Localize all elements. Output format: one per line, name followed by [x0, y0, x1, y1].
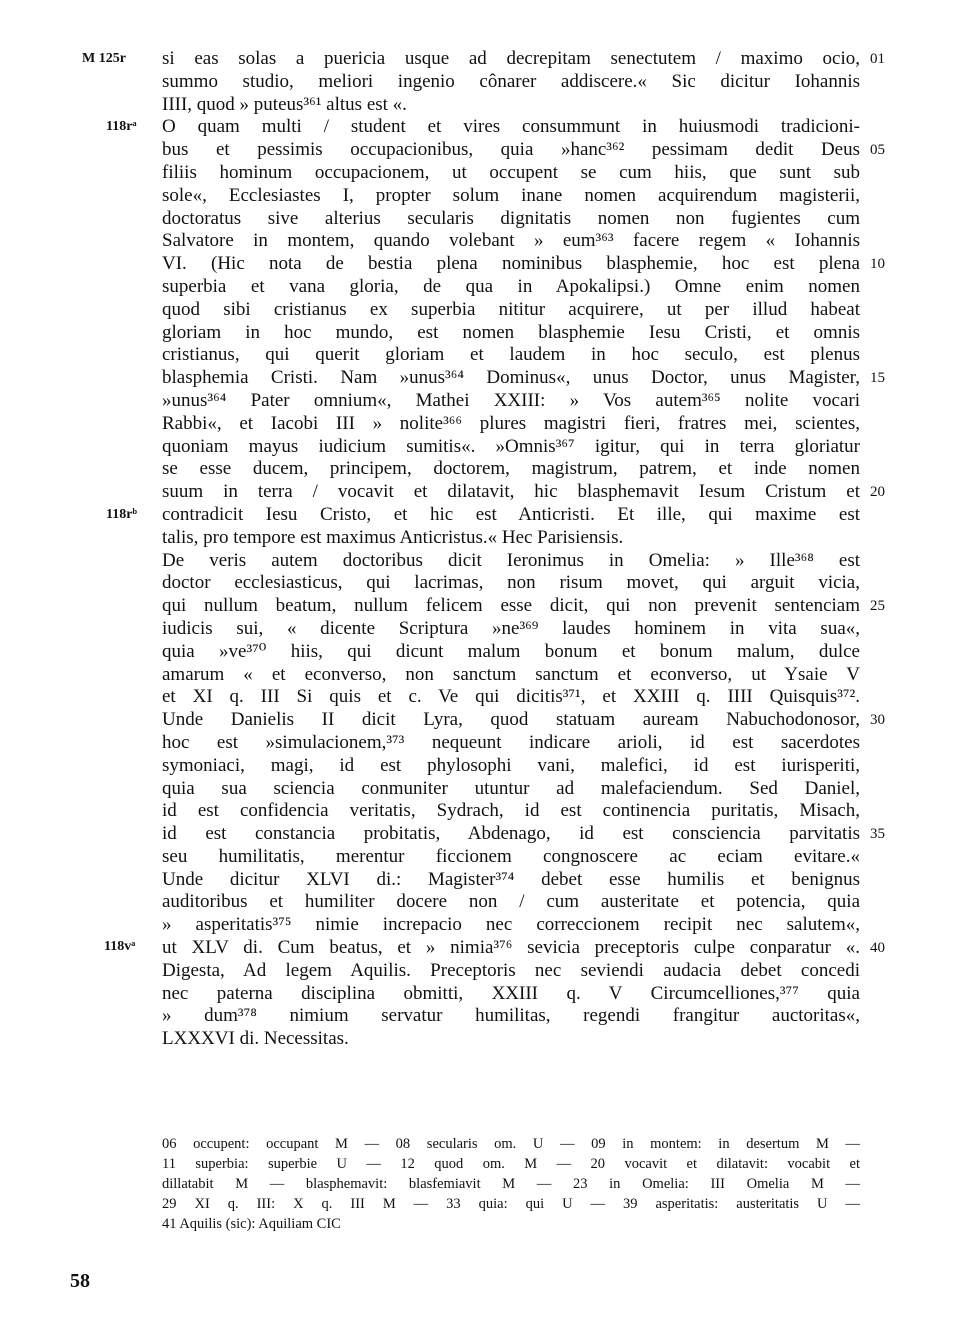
- text-line: cristianus, qui querit gloriam et laudem in hoc seculo, est plenus: [162, 344, 860, 366]
- text-line: IIII, quod » puteus³⁶¹ altus est «.: [162, 93, 407, 115]
- text-line: et XI q. III Si quis et c. Ve qui dicitis³⁷¹, et XXIII q. IIII Quisquis³⁷².: [162, 686, 860, 708]
- text-line: Rabbi«, et Iacobi III » nolite³⁶⁶ plures magistri fieri, fratres mei, scientes,: [162, 412, 860, 434]
- text-line: » dum³⁷⁸ nimium servatur humilitas, regendi frangitur auctoritas«,: [162, 1005, 860, 1027]
- text-line: VI. (Hic nota de bestia plena nominibus blasphemie, hoc est plena 10: [162, 253, 860, 276]
- line-number: 40: [870, 940, 885, 957]
- text-line: si eas solas a puericia usque ad decrepitam senectutem / maximo ocio, 01: [162, 48, 860, 71]
- text-line: amarum « et econverso, non sanctum sanctum et econverso, ut Ysaie V: [162, 663, 860, 685]
- text-line: hoc est »simulacionem,³⁷³ nequeunt indicare arioli, id est sacerdotes: [162, 731, 860, 753]
- line-number: 35: [870, 826, 885, 843]
- text-line: » asperitatis³⁷⁵ nimie increpacio nec correccionem recipit nec salutem«,: [162, 914, 860, 936]
- text-line: id est constancia probitatis, Abdenago, id est consciencia parvitatis 35: [162, 823, 860, 846]
- critical-apparatus: [162, 1134, 860, 1234]
- text-line: iudicis sui, « dicente Scriptura »ne³⁶⁹ laudes hominem in vita sua«,: [162, 617, 860, 639]
- text-line: contradicit Iesu Cristo, et hic est Anticristi. Et ille, qui maxime est: [162, 503, 860, 525]
- text-line: bus et pessimis occupacionibus, quia »hanc³⁶² pessimam dedit Deus 05: [162, 139, 860, 162]
- line-number: 05: [870, 142, 885, 159]
- text-line: blasphemia Cristi. Nam »unus³⁶⁴ Dominus«, unus Doctor, unus Magister, 15: [162, 367, 860, 390]
- text-line: summo studio, meliori ingenio cônarer addiscere.« Sic dicitur Iohannis: [162, 70, 860, 92]
- apparatus-line: 11 superbia: superbie U — 12 quod om. M — 20 vocavit et dilatavit: vocabit et: [162, 1156, 860, 1172]
- text-line: id est confidencia veritatis, Sydrach, id est continencia puritatis, Misach,: [162, 800, 860, 822]
- line-number: 25: [870, 598, 885, 615]
- text-line: Unde dicitur XLVI di.: Magister³⁷⁴ debet esse humilis et benignus: [162, 868, 860, 890]
- text-line: qui nullum beatum, nullum felicem esse dicit, qui non prevenit sentenciam 25: [162, 595, 860, 618]
- text-line: Unde Danielis II dicit Lyra, quod statuam auream Nabuchodonosor, 30: [162, 709, 860, 732]
- text-line: doctor ecclesiasticus, qui lacrimas, non risum movet, qui arguit vicia,: [162, 572, 860, 594]
- apparatus-line: 41 Aquilis (sic): Aquiliam CIC: [162, 1216, 341, 1232]
- text-line: Digesta, Ad legem Aquilis. Preceptoris nec seviendi audacia debet concedi: [162, 959, 860, 981]
- line-number: 10: [870, 256, 885, 273]
- apparatus-line: 29 XI q. III: X q. III M — 33 quia: qui U — 39 asperitatis: austeritatis U —: [162, 1196, 860, 1212]
- text-line: ut XLV di. Cum beatus, et » nimia³⁷⁶ sevicia preceptoris culpe conparatur «. 40: [162, 937, 860, 960]
- text-line: se esse ducem, principem, doctorem, magistrum, patrem, et inde nomen: [162, 458, 860, 480]
- line-number: 01: [870, 51, 885, 67]
- margin-ref-118va: 118vᵃ: [104, 939, 136, 954]
- text-line: quod sibi cristianus ex superbia nititur acquirere, ut per illud habeat: [162, 298, 860, 320]
- margin-ref-118ra: 118rᵃ: [106, 119, 137, 134]
- text-line: nec paterna disciplina obmitti, XXIII q. V Circumcelliones,³⁷⁷ quia: [162, 982, 860, 1004]
- text-line: filiis hominum occupacionem, ut occupent se cum hiis, que sunt sub: [162, 161, 860, 183]
- line-number: 30: [870, 712, 885, 729]
- text-line: seu humilitatis, merentur ficcionem congnoscere ac eciam evitare.«: [162, 845, 860, 867]
- text-line: talis, pro tempore est maximus Anticristus.« Hec Parisiensis.: [162, 526, 624, 548]
- text-line: doctoratus sive alterius secularis dignitatis nomen non fugientes cum: [162, 207, 860, 229]
- margin-ref-118rb: 118rᵇ: [106, 507, 137, 522]
- line-number: 20: [870, 484, 885, 501]
- text-line: quoniam mayus iudicium sumitis«. »Omnis³⁶⁷ igitur, qui in terra gloriatur: [162, 435, 860, 457]
- text-line: suum in terra / vocavit et dilatavit, hic blasphemavit Iesum Cristum et 20: [162, 481, 860, 504]
- text-line: Salvatore in montem, quando volebant » eum³⁶³ facere regem « Iohannis: [162, 230, 860, 252]
- text-line: sole«, Ecclesiastes I, propter solum inane nomen acquirendum magisterii,: [162, 184, 860, 206]
- main-text: [162, 48, 885, 1051]
- text-line: superbia et vana gloria, de qua in Apokalipsi.) Omne enim nomen: [162, 275, 860, 297]
- text-line: quia »ve³⁷⁰ hiis, qui dicunt malum bonum et bonum malum, dulce: [162, 640, 860, 662]
- text-line: LXXXVI di. Necessitas.: [162, 1028, 349, 1050]
- text-line: symoniaci, magi, id est phylosophi vani, malefici, id est iurisperiti,: [162, 754, 860, 776]
- page-number: 58: [70, 1270, 90, 1292]
- text-line: quia sua sciencia conmuniter utuntur ad malefaciendum. Sed Daniel,: [162, 777, 860, 799]
- apparatus-line: 06 occupent: occupant M — 08 secularis om. U — 09 in montem: in desertum M —: [162, 1136, 860, 1152]
- margin-ref-m125r: M 125r: [82, 51, 126, 66]
- text-line: gloriam in hoc mundo, est nomen blasphemie Iesu Cristi, et omnis: [162, 321, 860, 343]
- text-line: O quam multi / student et vires consummunt in huiusmodi tradicioni-: [162, 116, 860, 138]
- apparatus-line: dillatabit M — blasphemavit: blasfemiavit M — 23 in Omelia: III Omelia M —: [162, 1176, 860, 1192]
- text-line: De veris autem doctoribus dicit Ieronimus in Omelia: » Ille³⁶⁸ est: [162, 549, 860, 571]
- line-number: 15: [870, 370, 885, 387]
- text-line: auditoribus et humiliter docere non / cum austeritate et potencia, quia: [162, 891, 860, 913]
- text-line: »unus³⁶⁴ Pater omnium«, Mathei XXIII: » Vos autem³⁶⁵ nolite vocari: [162, 389, 860, 411]
